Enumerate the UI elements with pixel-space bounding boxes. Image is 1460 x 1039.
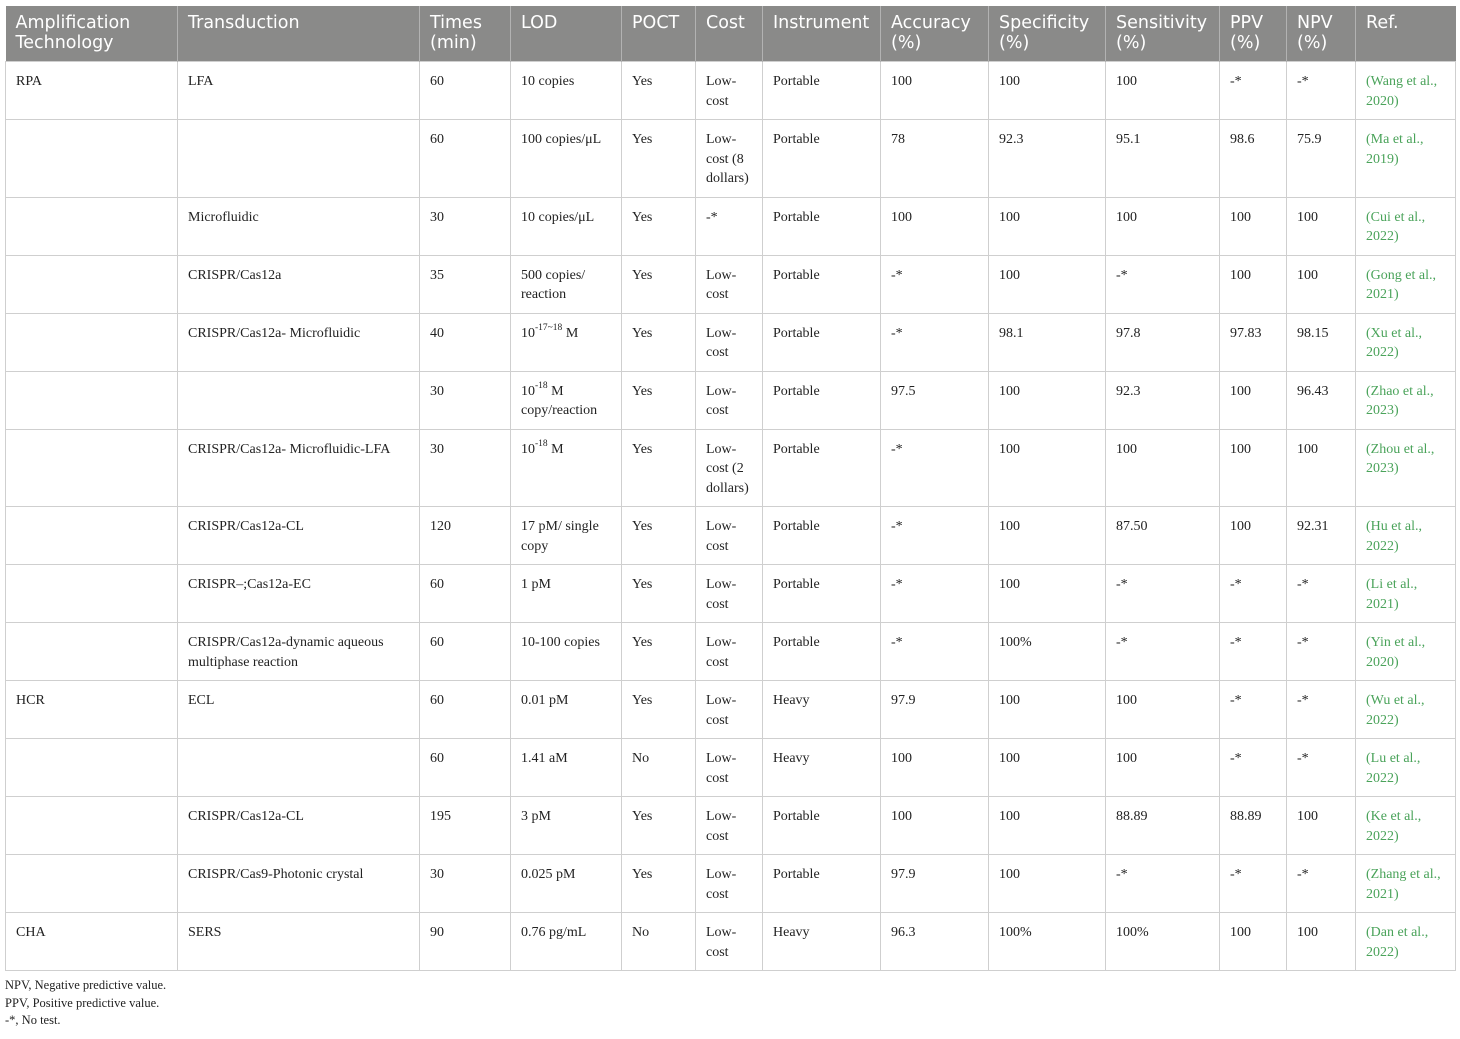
instrument-cell: Heavy: [763, 739, 881, 797]
sensitivity-cell: 92.3: [1106, 371, 1220, 429]
lod-cell: [511, 313, 622, 371]
npv-cell: -*: [1287, 855, 1356, 913]
amplification-cell: [6, 371, 178, 429]
reference-cell[interactable]: (Yin et al., 2020): [1356, 623, 1456, 681]
reference-cell[interactable]: (Xu et al., 2022): [1356, 313, 1456, 371]
amplification-cell: CHA: [6, 913, 178, 971]
table-row: [6, 197, 1456, 255]
reference-cell[interactable]: (Lu et al., 2022): [1356, 739, 1456, 797]
npv-cell: 100: [1287, 429, 1356, 507]
cost-cell: Low-cost: [696, 62, 763, 120]
reference-cell[interactable]: (Zhao et al., 2023): [1356, 371, 1456, 429]
transduction-cell: CRISPR/Cas12a-CL: [178, 507, 420, 565]
lod-cell: [511, 371, 622, 429]
lod-value: 10: [521, 325, 535, 341]
cost-cell: Low-cost (8 dollars): [696, 120, 763, 198]
reference-cell[interactable]: (Wu et al., 2022): [1356, 681, 1456, 739]
lod-value: 10: [521, 383, 535, 399]
npv-cell: 100: [1287, 197, 1356, 255]
reference-cell[interactable]: (Hu et al., 2022): [1356, 507, 1456, 565]
sensitivity-cell: 100: [1106, 197, 1220, 255]
table-body: [6, 62, 1456, 971]
sensitivity-cell: 88.89: [1106, 797, 1220, 855]
column-header: LOD: [511, 6, 622, 62]
cost-cell: Low-cost: [696, 797, 763, 855]
poct-cell: Yes: [622, 855, 696, 913]
specificity-cell: 92.3: [989, 120, 1106, 198]
lod-value: 10: [521, 441, 535, 457]
ppv-cell: -*: [1220, 855, 1287, 913]
accuracy-cell: 78: [881, 120, 989, 198]
npv-cell: -*: [1287, 623, 1356, 681]
table-row: [6, 62, 1456, 120]
amplification-cell: [6, 507, 178, 565]
specificity-cell: 100: [989, 855, 1106, 913]
npv-cell: 75.9: [1287, 120, 1356, 198]
footnote-no-test: -*, No test.: [5, 1013, 61, 1027]
lod-exponent: -18: [535, 438, 548, 449]
lod-value: 3 pM: [521, 809, 551, 824]
cost-cell: -*: [696, 197, 763, 255]
transduction-cell: CRISPR/Cas12a-CL: [178, 797, 420, 855]
amplification-cell: RPA: [6, 62, 178, 120]
table-row: [6, 120, 1456, 198]
reference-cell[interactable]: (Wang et al., 2020): [1356, 62, 1456, 120]
accuracy-cell: 100: [881, 197, 989, 255]
transduction-cell: CRISPR/Cas12a: [178, 255, 420, 313]
accuracy-cell: -*: [881, 429, 989, 507]
ppv-cell: -*: [1220, 62, 1287, 120]
instrument-cell: Portable: [763, 623, 881, 681]
lod-cell: [511, 507, 622, 565]
lod-value: 10-100 copies: [521, 635, 600, 650]
column-header: NPV (%): [1287, 6, 1356, 62]
column-header: Sensitivity (%): [1106, 6, 1220, 62]
reference-cell[interactable]: (Zhou et al., 2023): [1356, 429, 1456, 507]
column-header: Ref.: [1356, 6, 1456, 62]
ppv-cell: -*: [1220, 565, 1287, 623]
column-header: POCT: [622, 6, 696, 62]
poct-cell: Yes: [622, 62, 696, 120]
sensitivity-cell: 87.50: [1106, 507, 1220, 565]
lod-cell: [511, 739, 622, 797]
npv-cell: 100: [1287, 797, 1356, 855]
time-cell: 60: [420, 681, 511, 739]
table-row: [6, 913, 1456, 971]
lod-unit: M: [562, 325, 579, 341]
column-header: Instrument: [763, 6, 881, 62]
transduction-cell: CRISPR/Cas12a- Microfluidic: [178, 313, 420, 371]
transduction-cell: [178, 120, 420, 198]
poct-cell: Yes: [622, 120, 696, 198]
npv-cell: 100: [1287, 913, 1356, 971]
table-row: [6, 623, 1456, 681]
lod-value: 0.01 pM: [521, 693, 569, 708]
poct-cell: Yes: [622, 623, 696, 681]
table-row: [6, 429, 1456, 507]
sensitivity-cell: 100: [1106, 681, 1220, 739]
cost-cell: Low-cost: [696, 739, 763, 797]
cost-cell: Low-cost (2 dollars): [696, 429, 763, 507]
ppv-cell: 97.83: [1220, 313, 1287, 371]
time-cell: 30: [420, 197, 511, 255]
instrument-cell: Heavy: [763, 913, 881, 971]
instrument-cell: Portable: [763, 507, 881, 565]
table-row: [6, 797, 1456, 855]
instrument-cell: Heavy: [763, 681, 881, 739]
specificity-cell: 100: [989, 565, 1106, 623]
time-cell: 120: [420, 507, 511, 565]
accuracy-cell: 100: [881, 739, 989, 797]
transduction-cell: LFA: [178, 62, 420, 120]
npv-cell: -*: [1287, 565, 1356, 623]
table-row: [6, 565, 1456, 623]
npv-cell: 98.15: [1287, 313, 1356, 371]
lod-cell: [511, 797, 622, 855]
poct-cell: Yes: [622, 255, 696, 313]
amplification-cell: [6, 797, 178, 855]
specificity-cell: 100%: [989, 623, 1106, 681]
ppv-cell: 88.89: [1220, 797, 1287, 855]
transduction-cell: CRISPR–;Cas12a-EC: [178, 565, 420, 623]
instrument-cell: Portable: [763, 197, 881, 255]
instrument-cell: Portable: [763, 255, 881, 313]
time-cell: 40: [420, 313, 511, 371]
sensitivity-cell: -*: [1106, 855, 1220, 913]
specificity-cell: 100: [989, 681, 1106, 739]
column-header: Specificity (%): [989, 6, 1106, 62]
npv-cell: 96.43: [1287, 371, 1356, 429]
time-cell: 60: [420, 565, 511, 623]
poct-cell: Yes: [622, 565, 696, 623]
reference-cell[interactable]: (Li et al., 2021): [1356, 565, 1456, 623]
ppv-cell: -*: [1220, 623, 1287, 681]
amplification-cell: [6, 120, 178, 198]
sensitivity-cell: 97.8: [1106, 313, 1220, 371]
npv-cell: -*: [1287, 739, 1356, 797]
poct-cell: Yes: [622, 797, 696, 855]
column-header: Times (min): [420, 6, 511, 62]
amplification-cell: [6, 429, 178, 507]
reference-cell[interactable]: (Ke et al., 2022): [1356, 797, 1456, 855]
reference-cell[interactable]: (Cui et al., 2022): [1356, 197, 1456, 255]
accuracy-cell: -*: [881, 255, 989, 313]
specificity-cell: 100: [989, 507, 1106, 565]
lod-cell: [511, 429, 622, 507]
time-cell: 60: [420, 739, 511, 797]
lod-value: 500 copies/ reaction: [521, 267, 586, 302]
instrument-cell: Portable: [763, 120, 881, 198]
amplification-cell: [6, 739, 178, 797]
footnote-npv: NPV, Negative predictive value.: [5, 978, 167, 992]
transduction-cell: [178, 739, 420, 797]
time-cell: 60: [420, 120, 511, 198]
cost-cell: Low-cost: [696, 313, 763, 371]
lod-cell: [511, 681, 622, 739]
cost-cell: Low-cost: [696, 623, 763, 681]
lod-cell: [511, 255, 622, 313]
time-cell: 30: [420, 371, 511, 429]
transduction-cell: [178, 371, 420, 429]
poct-cell: Yes: [622, 197, 696, 255]
cost-cell: Low-cost: [696, 681, 763, 739]
specificity-cell: 100%: [989, 913, 1106, 971]
table-row: [6, 681, 1456, 739]
table-header-row: [6, 6, 1456, 62]
poct-cell: Yes: [622, 429, 696, 507]
accuracy-cell: 100: [881, 62, 989, 120]
specificity-cell: 98.1: [989, 313, 1106, 371]
ppv-cell: 98.6: [1220, 120, 1287, 198]
column-header: Cost: [696, 6, 763, 62]
reference-cell[interactable]: (Dan et al., 2022): [1356, 913, 1456, 971]
instrument-cell: Portable: [763, 429, 881, 507]
cost-cell: Low-cost: [696, 507, 763, 565]
poct-cell: Yes: [622, 371, 696, 429]
lod-cell: [511, 913, 622, 971]
accuracy-cell: -*: [881, 313, 989, 371]
specificity-cell: 100: [989, 255, 1106, 313]
cost-cell: Low-cost: [696, 913, 763, 971]
npv-cell: 100: [1287, 255, 1356, 313]
amplification-cell: [6, 623, 178, 681]
table-row: [6, 855, 1456, 913]
sensitivity-cell: -*: [1106, 623, 1220, 681]
sensitivity-cell: 95.1: [1106, 120, 1220, 198]
ppv-cell: 100: [1220, 913, 1287, 971]
specificity-cell: 100: [989, 739, 1106, 797]
time-cell: 195: [420, 797, 511, 855]
npv-cell: -*: [1287, 681, 1356, 739]
sensitivity-cell: 100: [1106, 429, 1220, 507]
lod-exponent: -18: [535, 380, 548, 391]
ppv-cell: 100: [1220, 255, 1287, 313]
lod-cell: [511, 197, 622, 255]
table-row: [6, 313, 1456, 371]
lod-value: 100 copies/μL: [521, 132, 602, 147]
time-cell: 90: [420, 913, 511, 971]
ppv-cell: 100: [1220, 507, 1287, 565]
lod-value: 17 pM/ single copy: [521, 519, 599, 554]
lod-value: 1.41 aM: [521, 751, 568, 766]
table-row: [6, 255, 1456, 313]
table-row: [6, 507, 1456, 565]
poct-cell: Yes: [622, 507, 696, 565]
footnotes: [5, 977, 1455, 1030]
cost-cell: Low-cost: [696, 565, 763, 623]
lod-value: 10 copies: [521, 74, 575, 89]
poct-cell: No: [622, 739, 696, 797]
amplification-cell: [6, 197, 178, 255]
lod-cell: [511, 855, 622, 913]
sensitivity-cell: 100: [1106, 62, 1220, 120]
time-cell: 60: [420, 623, 511, 681]
ppv-cell: 100: [1220, 429, 1287, 507]
sensitivity-cell: 100: [1106, 739, 1220, 797]
table-row: [6, 371, 1456, 429]
amplification-cell: [6, 855, 178, 913]
amplification-cell: [6, 313, 178, 371]
lod-value: 1 pM: [521, 577, 551, 592]
amplification-cell: [6, 565, 178, 623]
lod-cell: [511, 565, 622, 623]
accuracy-cell: -*: [881, 507, 989, 565]
poct-cell: Yes: [622, 313, 696, 371]
table-container: [5, 6, 1455, 1030]
accuracy-cell: 100: [881, 797, 989, 855]
table-row: [6, 739, 1456, 797]
lod-cell: [511, 623, 622, 681]
sensitivity-cell: -*: [1106, 255, 1220, 313]
instrument-cell: Portable: [763, 855, 881, 913]
specificity-cell: 100: [989, 197, 1106, 255]
ppv-cell: 100: [1220, 371, 1287, 429]
lod-cell: [511, 62, 622, 120]
accuracy-cell: 97.9: [881, 855, 989, 913]
lod-value: 0.025 pM: [521, 867, 576, 882]
column-header: Transduction: [178, 6, 420, 62]
instrument-cell: Portable: [763, 797, 881, 855]
amplification-cell: [6, 255, 178, 313]
specificity-cell: 100: [989, 429, 1106, 507]
comparison-table: [5, 6, 1456, 971]
lod-value: 0.76 pg/mL: [521, 925, 587, 940]
npv-cell: -*: [1287, 62, 1356, 120]
accuracy-cell: -*: [881, 565, 989, 623]
transduction-cell: CRISPR/Cas12a- Microfluidic-LFA: [178, 429, 420, 507]
ppv-cell: 100: [1220, 197, 1287, 255]
cost-cell: Low-cost: [696, 855, 763, 913]
time-cell: 60: [420, 62, 511, 120]
amplification-cell: HCR: [6, 681, 178, 739]
footnote-ppv: PPV, Positive predictive value.: [5, 995, 160, 1010]
sensitivity-cell: -*: [1106, 565, 1220, 623]
transduction-cell: Microfluidic: [178, 197, 420, 255]
column-header: Amplification Technology: [6, 6, 178, 62]
accuracy-cell: 97.5: [881, 371, 989, 429]
lod-unit: M: [547, 441, 564, 457]
lod-exponent: -17~18: [535, 322, 563, 333]
transduction-cell: ECL: [178, 681, 420, 739]
specificity-cell: 100: [989, 62, 1106, 120]
instrument-cell: Portable: [763, 62, 881, 120]
reference-cell[interactable]: (Ma et al., 2019): [1356, 120, 1456, 198]
column-header: Accuracy (%): [881, 6, 989, 62]
instrument-cell: Portable: [763, 313, 881, 371]
time-cell: 30: [420, 429, 511, 507]
ppv-cell: -*: [1220, 681, 1287, 739]
time-cell: 30: [420, 855, 511, 913]
instrument-cell: Portable: [763, 565, 881, 623]
cost-cell: Low-cost: [696, 255, 763, 313]
column-header: PPV (%): [1220, 6, 1287, 62]
accuracy-cell: -*: [881, 623, 989, 681]
transduction-cell: CRISPR/Cas9-Photonic crystal: [178, 855, 420, 913]
transduction-cell: CRISPR/Cas12a-dynamic aqueous multiphase reaction: [178, 623, 420, 681]
poct-cell: No: [622, 913, 696, 971]
npv-cell: 92.31: [1287, 507, 1356, 565]
ppv-cell: -*: [1220, 739, 1287, 797]
lod-value: 10 copies/μL: [521, 209, 595, 225]
reference-cell[interactable]: (Zhang et al., 2021): [1356, 855, 1456, 913]
sensitivity-cell: 100%: [1106, 913, 1220, 971]
cost-cell: Low-cost: [696, 371, 763, 429]
accuracy-cell: 97.9: [881, 681, 989, 739]
instrument-cell: Portable: [763, 371, 881, 429]
lod-unit: M copy/reaction: [521, 383, 598, 418]
reference-cell[interactable]: (Gong et al., 2021): [1356, 255, 1456, 313]
specificity-cell: 100: [989, 797, 1106, 855]
lod-cell: [511, 120, 622, 198]
specificity-cell: 100: [989, 371, 1106, 429]
time-cell: 35: [420, 255, 511, 313]
poct-cell: Yes: [622, 681, 696, 739]
accuracy-cell: 96.3: [881, 913, 989, 971]
transduction-cell: SERS: [178, 913, 420, 971]
